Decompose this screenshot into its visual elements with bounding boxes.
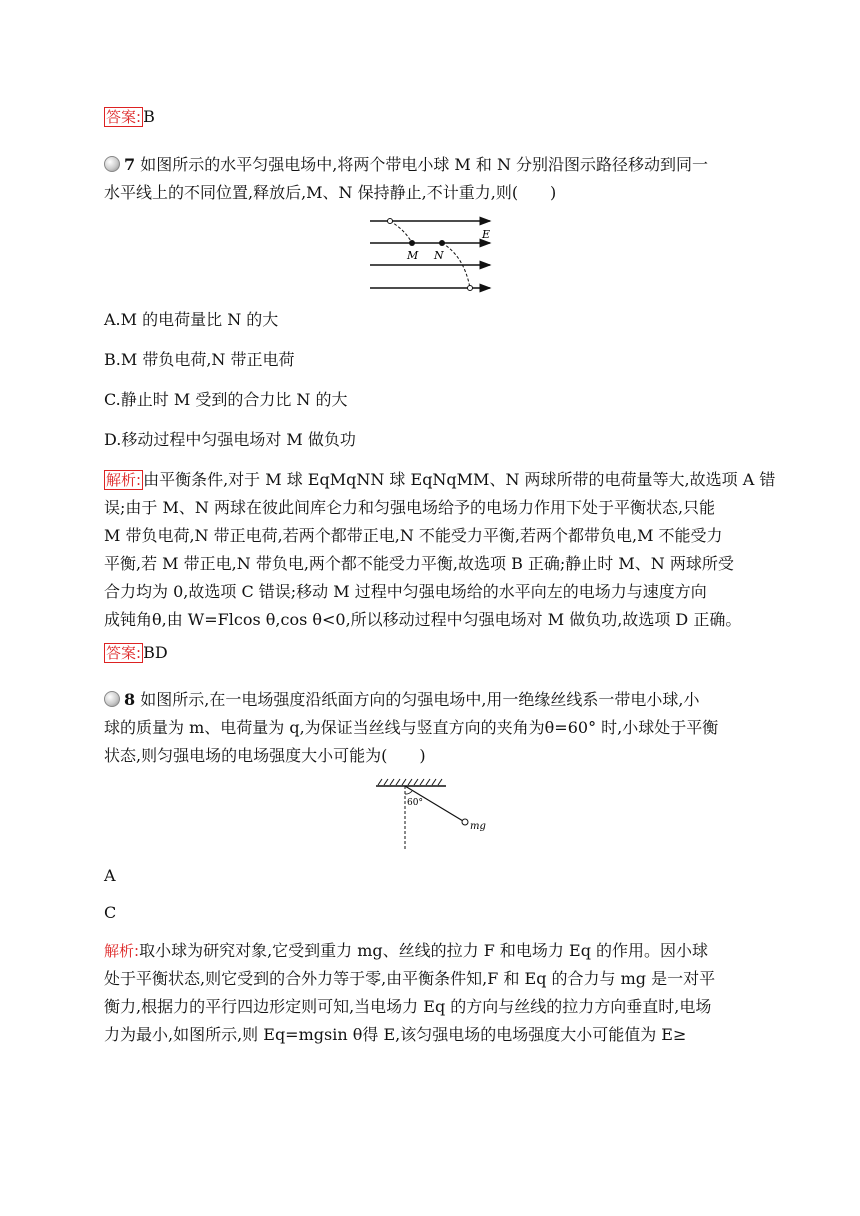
q7-analysis-line-1: 解析: 由平衡条件,对于 M 球 EqMqNN 球 EqNqMM、N 两球所带的电荷量等大,故选项 A 错 (106, 470, 776, 489)
q7-analysis-line-3: M 带负电荷,N 带正电荷,若两个都带正电,N 不能受力平衡,若两个都带负电,M 不能受力 (104, 526, 723, 545)
q8-figure (370, 776, 500, 852)
q8-option-c: C (104, 903, 117, 922)
ball (462, 819, 468, 825)
q7-analysis-line-5: 合力均为 0,故选项 C 错误;移动 M 过程中匀强电场给的水平向左的电场力与速度方向 (104, 582, 707, 601)
question-marker-icon (104, 691, 120, 707)
label-mg: mg (470, 821, 486, 832)
path-m (390, 221, 412, 243)
q8-stem-line-1: 8 如图所示,在一电场强度沿纸面方向的匀强电场中,用一绝缘丝线系一带电小球,小 (104, 690, 700, 710)
q7-option-c: C.静止时 M 受到的合力比 N 的大 (104, 390, 348, 409)
q8-analysis-line-3: 衡力,根据力的平行四边形定则可知,当电场力 Eq 的方向与丝线的拉力方向垂直时,电场 (104, 997, 712, 1016)
q8-analysis-line-4: 力为最小,如图所示,则 Eq=mgsin θ得 E,该匀强电场的电场强度大小可能值为 E≥ (104, 1025, 687, 1044)
label-e: E (482, 228, 491, 241)
q8-stem-line-3: 状态,则匀强电场的电场强度大小可能为( ) (104, 746, 426, 765)
q7-stem-line-2: 水平线上的不同位置,释放后,M、N 保持静止,不计重力,则( ) (104, 183, 557, 202)
q7-figure (360, 208, 500, 296)
answer-tag: 答案: (106, 108, 142, 126)
q6-answer: B (143, 107, 155, 126)
ball-n (439, 240, 445, 246)
q7-option-a: A.M 的电荷量比 N 的大 (104, 310, 279, 329)
label-n: N (434, 249, 444, 262)
analysis-label: 解析: (104, 942, 140, 960)
q8-number: 8 (124, 690, 136, 709)
label-angle: 60° (407, 798, 423, 808)
label-m: M (407, 249, 419, 262)
answer-tag: 答案: (106, 644, 142, 662)
q7-answer-line (104, 643, 168, 663)
q7-analysis-line-6: 成钝角θ,由 W=Flcos θ,cos θ<0,所以移动过程中匀强电场对 M 做负功,故选项 D 正确。 (104, 610, 742, 629)
q7-analysis-line-4: 平衡,若 M 带正电,N 带负电,两个都不能受力平衡,故选项 B 正确;静止时 M、N 两球所受 (104, 554, 734, 573)
question-marker-icon (104, 156, 120, 172)
q8-analysis-line-1: 解析:取小球为研究对象,它受到重力 mg、丝线的拉力 F 和电场力 Eq 的作用。因小球 (104, 941, 709, 960)
q7-analysis-line-2: 误;由于 M、N 两球在彼此间库仑力和匀强电场给予的电场力作用下处于平衡状态,只能 (104, 498, 716, 517)
q7-stem-line-1: 7 如图所示的水平匀强电场中,将两个带电小球 M 和 N 分别沿图示路径移动到同一 (104, 155, 708, 175)
q7-number: 7 (124, 155, 136, 174)
q7-option-d: D.移动过程中匀强电场对 M 做负功 (104, 430, 356, 449)
ball-m (409, 240, 415, 246)
q8-option-a: A (104, 866, 116, 885)
q6-answer-line (104, 107, 155, 127)
analysis-tag: 解析: (106, 471, 142, 489)
q8-analysis-line-2: 处于平衡状态,则它受到的合外力等于零,由平衡条件知,F 和 Eq 的合力与 mg 是一对平 (104, 969, 716, 988)
q7-option-b: B.M 带负电荷,N 带正电荷 (104, 350, 295, 369)
q7-answer: BD (143, 643, 168, 662)
q8-stem-line-2: 球的质量为 m、电荷量为 q,为保证当丝线与竖直方向的夹角为θ=60° 时,小球处于平衡 (104, 718, 719, 737)
